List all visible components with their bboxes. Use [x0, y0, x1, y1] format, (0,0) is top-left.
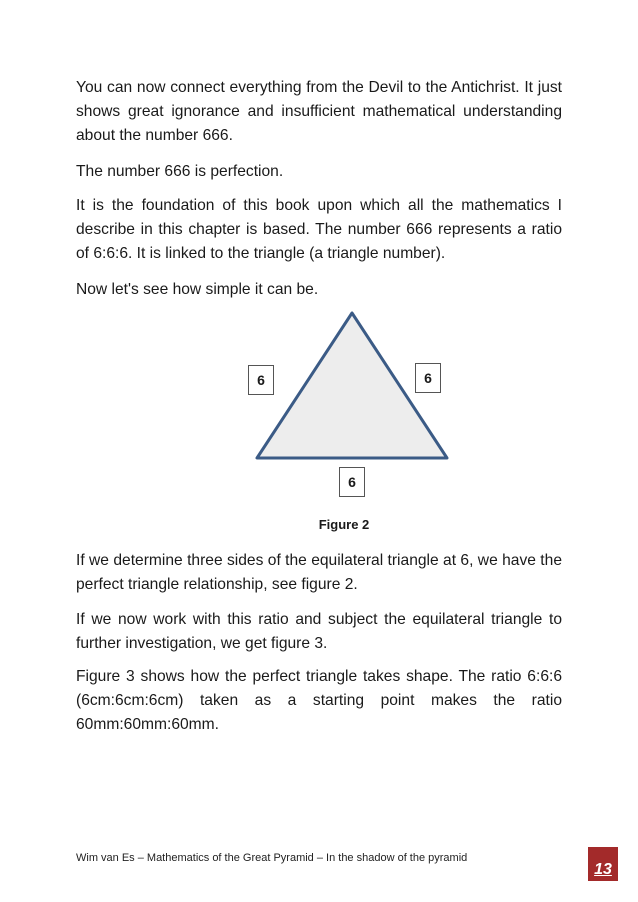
- paragraph-3: It is the foundation of this book upon which all the mathematics I describe in this chapter is based. The number 666 represents a ratio of 6:6:6. It is linked to the triangle (a triangle number).: [76, 197, 562, 262]
- paragraph-1: You can now connect everything from the Devil to the Antichrist. It just shows great ignorance and insufficient mathematical understanding about the number 666.: [76, 79, 562, 144]
- paragraph-7: Figure 3 shows how the perfect triangle takes shape. The ratio 6:6:6 (6cm:6cm:6cm) taken as a starting point makes the ratio 60mm:60mm:60mm.: [76, 668, 562, 733]
- page-number-badge: 13: [588, 847, 618, 881]
- paragraph-4: Now let's see how simple it can be.: [76, 281, 319, 298]
- right-side-label: 6: [415, 363, 441, 393]
- paragraph-5: If we determine three sides of the equilateral triangle at 6, we have the perfect triangle relationship, see figure 2.: [76, 552, 562, 593]
- figure-caption: Figure 2: [318, 517, 370, 532]
- paragraph-6: If we now work with this ratio and subject the equilateral triangle to further investigation, we get figure 3.: [76, 611, 562, 652]
- left-side-label: 6: [248, 365, 274, 395]
- page-footer: Wim van Es – Mathematics of the Great Pyramid – In the shadow of the pyramid: [76, 852, 468, 864]
- paragraph-2: The number 666 is perfection.: [76, 163, 284, 180]
- bottom-side-label: 6: [339, 467, 365, 497]
